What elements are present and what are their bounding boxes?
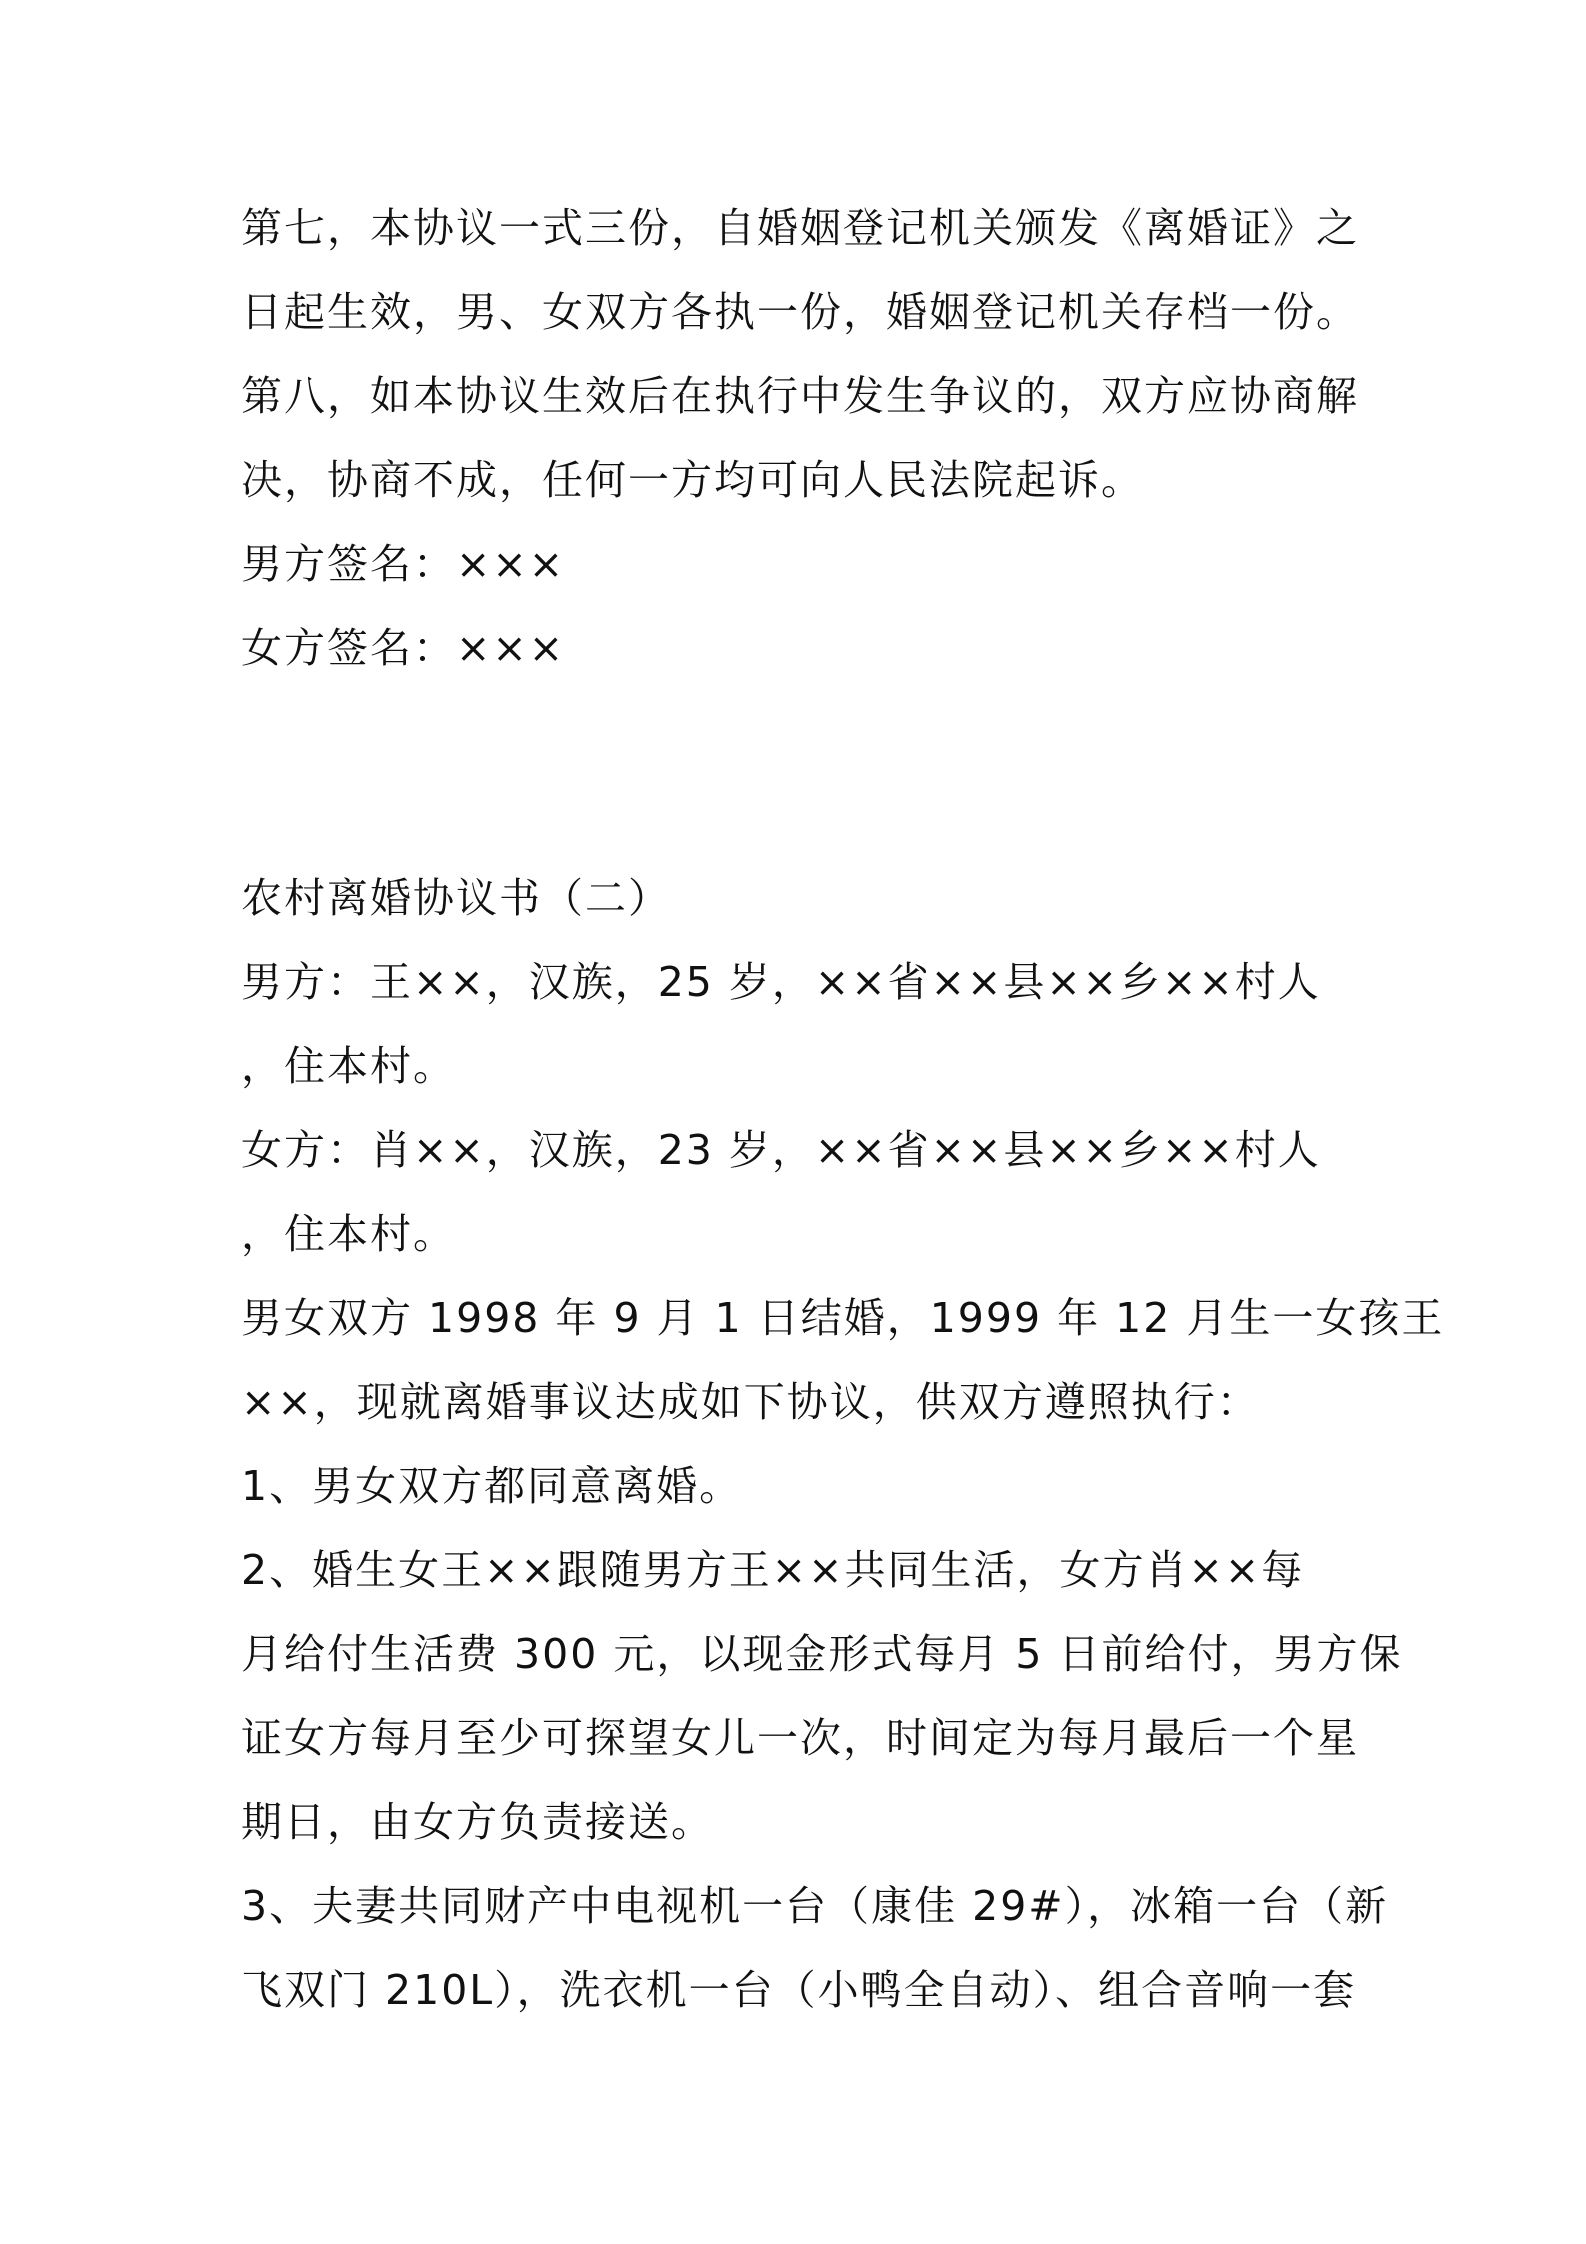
clause-eight-line2: 决，协商不成，任何一方均可向人民法院起诉。	[241, 456, 1144, 504]
agreement-clauses-part1	[241, 186, 1366, 690]
item-three-line1: 3、夫妻共同财产中电视机一台（康佳 29#），冰箱一台（新	[241, 1882, 1389, 1930]
male-party-line1: 男方：王××，汉族，25 岁，××省××县××乡××村人	[241, 958, 1321, 1006]
item-three-line2: 飞双门 210L），洗衣机一台（小鸭全自动）、组合音响一套	[241, 1966, 1357, 2014]
clause-eight-line1: 第八，如本协议生效后在执行中发生争议的，双方应协商解	[241, 372, 1359, 420]
item-one-line: 1、男女双方都同意离婚。	[241, 1462, 743, 1510]
female-signature-line: 女方签名：×××	[241, 624, 566, 672]
item-two-line1: 2、婚生女王××跟随男方王××共同生活，女方肖××每	[241, 1546, 1305, 1594]
female-party-line2: ，住本村。	[241, 1210, 456, 1258]
item-two-line2: 月给付生活费 300 元，以现金形式每月 5 日前给付，男方保	[241, 1630, 1403, 1678]
marriage-info-line2: ××，现就离婚事议达成如下协议，供双方遵照执行：	[241, 1378, 1260, 1426]
male-party-line2: ，住本村。	[241, 1042, 456, 1090]
clause-seven-line2: 日起生效，男、女双方各执一份，婚姻登记机关存档一份。	[241, 288, 1359, 336]
item-two-line3: 证女方每月至少可探望女儿一次，时间定为每月最后一个星	[241, 1714, 1359, 1762]
document-title: 农村离婚协议书（二）	[241, 874, 671, 922]
male-signature-line: 男方签名：×××	[241, 540, 566, 588]
female-party-line1: 女方：肖××，汉族，23 岁，××省××县××乡××村人	[241, 1126, 1321, 1174]
marriage-info-line1: 男女双方 1998 年 9 月 1 日结婚，1999 年 12 月生一女孩王	[241, 1294, 1445, 1342]
item-two-line4: 期日，由女方负责接送。	[241, 1798, 714, 1846]
agreement-two	[241, 856, 1445, 2032]
clause-seven-line1: 第七，本协议一式三份，自婚姻登记机关颁发《离婚证》之	[241, 204, 1359, 252]
